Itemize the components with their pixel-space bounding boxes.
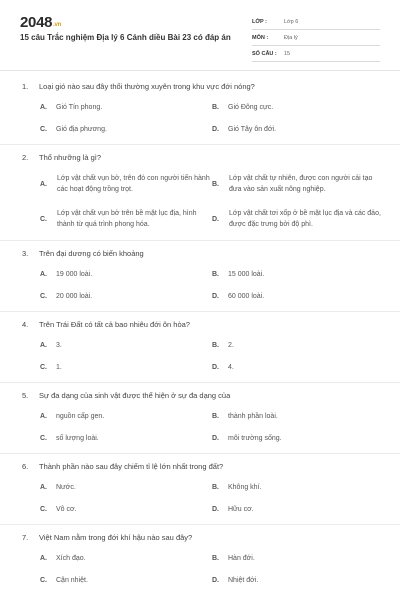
option-text: Hữu cơ.	[228, 506, 254, 513]
meta-row-count	[252, 46, 380, 62]
option-letter: B.	[212, 104, 219, 111]
option-c[interactable]	[40, 208, 215, 232]
option-text: Gió Đông cực.	[228, 104, 274, 111]
option-letter: B.	[212, 555, 219, 562]
option-letter: D.	[212, 506, 219, 513]
option-text: Gió Tây ôn đới.	[228, 126, 277, 133]
option-letter: A.	[40, 555, 47, 562]
option-text: số lượng loài.	[56, 435, 99, 442]
question-text	[22, 82, 255, 91]
question-divider	[0, 144, 400, 145]
option-text: Cận nhiệt.	[56, 577, 88, 584]
question-text	[22, 462, 223, 471]
question-number: 7.	[22, 533, 29, 542]
option-letter: C.	[40, 126, 47, 133]
meta-row-class	[252, 14, 380, 30]
option-letter: C.	[40, 435, 47, 442]
question-text	[22, 153, 101, 162]
meta-key: LỚP :	[252, 18, 267, 25]
site-logo[interactable]	[20, 14, 61, 31]
option-text: 4.	[228, 364, 234, 371]
question-number: 5.	[22, 391, 29, 400]
option-a[interactable]	[40, 484, 76, 491]
option-b[interactable]	[212, 104, 273, 111]
option-text: 2.	[228, 342, 234, 349]
question-number: 3.	[22, 249, 29, 258]
option-a[interactable]	[40, 271, 92, 278]
option-letter: B.	[212, 413, 219, 420]
option-d[interactable]	[212, 506, 254, 513]
option-a[interactable]	[40, 413, 104, 420]
logo-suffix: .vn	[53, 22, 61, 28]
option-d[interactable]	[212, 293, 264, 300]
option-text: Lớp vật chất vụn bở trên bề mặt lục địa, hình thành từ quá trình phong hóa.	[57, 210, 197, 228]
question-text	[22, 320, 190, 329]
option-letter: C.	[40, 506, 47, 513]
question-stem: Thành phần nào sau đây chiếm tỉ lệ lớn nhất trong đất?	[39, 462, 224, 471]
question-stem: Loại gió nào sau đây thổi thường xuyên trong khu vực đới nóng?	[39, 82, 255, 91]
option-letter: A.	[40, 342, 47, 349]
question-stem: Trên Trái Đất có tất cả bao nhiêu đới ôn hòa?	[39, 320, 190, 329]
meta-value: Lớp 6	[284, 18, 299, 25]
question-divider	[0, 382, 400, 383]
question-divider	[0, 453, 400, 454]
option-text: 20 000 loài.	[56, 293, 93, 300]
option-text: Xích đạo.	[56, 555, 86, 562]
question-divider	[0, 524, 400, 525]
option-text: 15 000 loài.	[228, 271, 265, 278]
option-letter: A.	[40, 181, 47, 188]
question-number: 6.	[22, 462, 29, 471]
logo-text: 2048	[20, 14, 53, 31]
meta-key: MÔN :	[252, 34, 269, 41]
page-title: 15 câu Trắc nghiệm Địa lý 6 Cánh diều Bài 23 có đáp án	[20, 33, 231, 42]
header-divider	[0, 70, 400, 71]
option-letter: C.	[40, 216, 47, 223]
option-letter: D.	[212, 126, 219, 133]
option-text: 19 000 loài.	[56, 271, 93, 278]
option-letter: D.	[212, 577, 219, 584]
option-b[interactable]	[212, 484, 261, 491]
option-b[interactable]	[212, 271, 264, 278]
question-divider	[0, 240, 400, 241]
option-c[interactable]	[40, 435, 99, 442]
meta-value: 15	[284, 50, 291, 57]
option-text: Lớp vật chất tự nhiên, được con người cải tạo đưa vào sản xuất nông nghiệp.	[229, 175, 373, 193]
option-text: Lớp vật chất tơi xốp ở bề mặt lục địa và các đảo, được đặc trưng bởi độ phì.	[229, 210, 381, 228]
option-c[interactable]	[40, 126, 107, 133]
option-text: nguồn cấp gen.	[56, 413, 105, 420]
option-b[interactable]	[212, 413, 278, 420]
option-text: Gió Tín phong.	[56, 104, 103, 111]
option-d[interactable]	[212, 364, 234, 371]
option-letter: B.	[212, 342, 219, 349]
question-stem: Thổ nhưỡng là gì?	[39, 153, 102, 162]
option-letter: C.	[40, 364, 47, 371]
option-letter: A.	[40, 104, 47, 111]
option-text: Vô cơ.	[56, 506, 77, 513]
option-text: Nhiệt đới.	[228, 577, 259, 584]
option-letter: A.	[40, 484, 47, 491]
option-letter: B.	[212, 271, 219, 278]
option-letter: C.	[40, 293, 47, 300]
option-d[interactable]	[212, 126, 276, 133]
option-letter: A.	[40, 413, 47, 420]
question-stem: Trên đại dương có biến khoảng	[39, 249, 144, 258]
option-letter: C.	[40, 577, 47, 584]
question-divider	[0, 311, 400, 312]
option-c[interactable]	[40, 364, 62, 371]
option-b[interactable]	[212, 173, 387, 197]
option-b[interactable]	[212, 342, 234, 349]
option-text: môi trường sống.	[228, 435, 282, 442]
option-text: Nước.	[56, 484, 76, 491]
option-c[interactable]	[40, 506, 77, 513]
option-letter: A.	[40, 271, 47, 278]
meta-table	[252, 14, 380, 62]
option-b[interactable]	[212, 555, 255, 562]
meta-value: Địa lý	[284, 34, 298, 41]
option-letter: D.	[212, 293, 219, 300]
question-number: 4.	[22, 320, 29, 329]
question-number: 2.	[22, 153, 29, 162]
option-text: Hàn đới.	[228, 555, 255, 562]
question-stem: Việt Nam nằm trong đới khí hậu nào sau đây?	[39, 533, 193, 542]
option-c[interactable]	[40, 293, 92, 300]
option-text: 3.	[56, 342, 62, 349]
option-text: 1.	[56, 364, 62, 371]
option-d[interactable]	[212, 208, 387, 232]
option-text: Lớp vật chất vụn bở, trên đó con người tiến hành các hoạt động trồng trọt.	[57, 175, 210, 193]
option-a[interactable]	[40, 555, 86, 562]
option-letter: D.	[212, 216, 219, 223]
option-text: Gió địa phương.	[56, 126, 107, 133]
question-text	[22, 533, 192, 542]
option-text: thành phần loài.	[228, 413, 278, 420]
option-letter: D.	[212, 435, 219, 442]
option-text: Không khí.	[228, 484, 262, 491]
question-stem: Sự đa dạng của sinh vật được thể hiện ở sự đa dạng của	[39, 391, 231, 400]
option-a[interactable]	[40, 342, 62, 349]
question-text	[22, 249, 144, 258]
meta-key: SỐ CÂU :	[252, 50, 277, 57]
option-d[interactable]	[212, 577, 258, 584]
option-d[interactable]	[212, 435, 282, 442]
option-a[interactable]	[40, 173, 215, 197]
question-number: 1.	[22, 82, 29, 91]
question-text	[22, 391, 230, 400]
option-letter: B.	[212, 181, 219, 188]
option-c[interactable]	[40, 577, 88, 584]
meta-row-subject	[252, 30, 380, 46]
page-header	[0, 0, 400, 62]
option-letter: B.	[212, 484, 219, 491]
option-letter: D.	[212, 364, 219, 371]
option-text: 60 000 loài.	[228, 293, 265, 300]
option-a[interactable]	[40, 104, 102, 111]
